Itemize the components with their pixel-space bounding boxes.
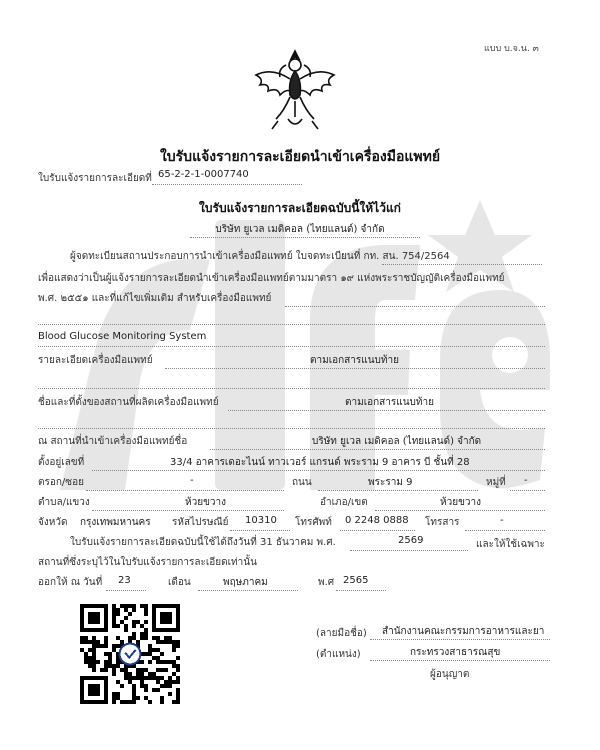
receipt-number-value: 65-2-2-1-0007740 <box>158 169 249 180</box>
validity-text: ใบรับแจ้งรายการละเอียดฉบับนี้ใช้ได้ถึงวันที่ 31 ธันวาคม พ.ศ. <box>70 537 336 548</box>
moo-label: หมู่ที่ <box>486 477 506 488</box>
issued-month: พฤษภาคม <box>223 577 268 588</box>
postal-label: รหัสไปรษณีย์ <box>172 517 229 528</box>
import-place-label: ณ สถานที่นำเข้าเครื่องมือแพทย์ชื่อ <box>38 436 188 447</box>
validity-line-2: สถานที่ซึ่งระบุไว้ในใบรับแจ้งรายการละเอียดเท่านั้น <box>38 557 257 568</box>
device-detail-value: ตามเอกสารแนบท้าย <box>310 355 399 366</box>
validity-year: 2569 <box>398 535 424 546</box>
phone-value: 0 2248 0888 <box>345 515 409 526</box>
moo-value: - <box>524 475 528 486</box>
phone-label: โทรศัพท์ <box>295 517 332 528</box>
position-label: (ตำแหน่ง) <box>316 649 361 660</box>
subdistrict-value: ห้วยขวาง <box>185 497 227 508</box>
road-value: พระราม 9 <box>368 477 413 488</box>
issued-year: 2565 <box>343 575 369 586</box>
fax-label: โทรสาร <box>425 517 460 528</box>
approver-role: ผู้อนุญาต <box>430 669 470 680</box>
address-no-value: 33/4 อาคารเดอะไนน์ ทาวเวอร์ แกรนด์ พระราม 9 อาคาร บี ชั้นที่ 28 <box>170 457 470 468</box>
province-label: จังหวัด <box>38 517 68 528</box>
issued-year-label: พ.ศ <box>318 577 335 588</box>
notice-line-1: เพื่อแสดงว่าเป็นผู้แจ้งรายการละเอียดนำเข้าเครื่องมือแพทย์ตามมาตรา ๑๙ แห่งพระราชบัญญัติเครื่องมือแพทย์ <box>38 273 505 284</box>
district-value: ห้วยขวาง <box>440 497 482 508</box>
signature-label: (ลายมือชื่อ) <box>316 628 367 639</box>
issued-to-heading: ใบรับแจ้งรายการละเอียดฉบับนี้ให้ไว้แก่ <box>199 201 401 215</box>
soi-value: - <box>190 475 194 486</box>
issued-month-label: เดือน <box>168 577 191 588</box>
device-detail-label: รายละเอียดเครื่องมือแพทย์ <box>38 355 153 366</box>
notice-line-2: พ.ศ. ๒๕๕๑ และที่แก้ไขเพิ่มเติม สำหรับเครื่องมือแพทย์ <box>38 293 272 304</box>
manufacturer-label: ชื่อและที่ตั้งของสถานที่ผลิตเครื่องมือแพทย์ <box>38 397 219 408</box>
postal-value: 10310 <box>245 515 277 526</box>
signature-value: สำนักงานคณะกรรมการอาหารและยา <box>382 626 545 637</box>
soi-label: ตรอก/ซอย <box>38 477 84 488</box>
license-line: ผู้จดทะเบียนสถานประกอบการนำเข้าเครื่องมือแพทย์ ใบจดทะเบียนที่ กท. สน. 754/2564 <box>70 251 450 262</box>
company-name: บริษัท ยูเวล เมดิคอล (ไทยแลนด์) จำกัด <box>215 224 385 235</box>
manufacturer-value: ตามเอกสารแนบท้าย <box>345 397 434 408</box>
road-label: ถนน <box>292 477 312 488</box>
subdistrict-label: ตำบล/แขวง <box>38 497 90 508</box>
issued-date-label: ออกให้ ณ วันที่ <box>38 577 103 588</box>
import-place-value: บริษัท ยูเวล เมดิคอล (ไทยแลนด์) จำกัด <box>312 436 482 447</box>
document-title: ใบรับแจ้งรายการละเอียดนำเข้าเครื่องมือแพทย์ <box>159 149 441 165</box>
position-value: กระทรวงสาธารณสุข <box>410 647 501 658</box>
form-code: แบบ บ.จ.น. ๓ <box>484 44 539 54</box>
issued-day: 23 <box>118 575 131 586</box>
validity-text-after: และให้ใช้เฉพาะ <box>476 539 545 550</box>
receipt-number-label: ใบรับแจ้งรายการละเอียดที่ <box>38 173 152 184</box>
qr-code-icon <box>80 604 180 704</box>
province-value: กรุงเทพมหานคร <box>80 517 151 528</box>
fax-value: - <box>500 515 504 526</box>
garuda-emblem-icon <box>250 45 340 135</box>
device-name: Blood Glucose Monitoring System <box>38 331 207 342</box>
address-no-label: ตั้งอยู่เลขที่ <box>38 457 85 468</box>
district-label: อำเภอ/เขต <box>320 497 368 508</box>
